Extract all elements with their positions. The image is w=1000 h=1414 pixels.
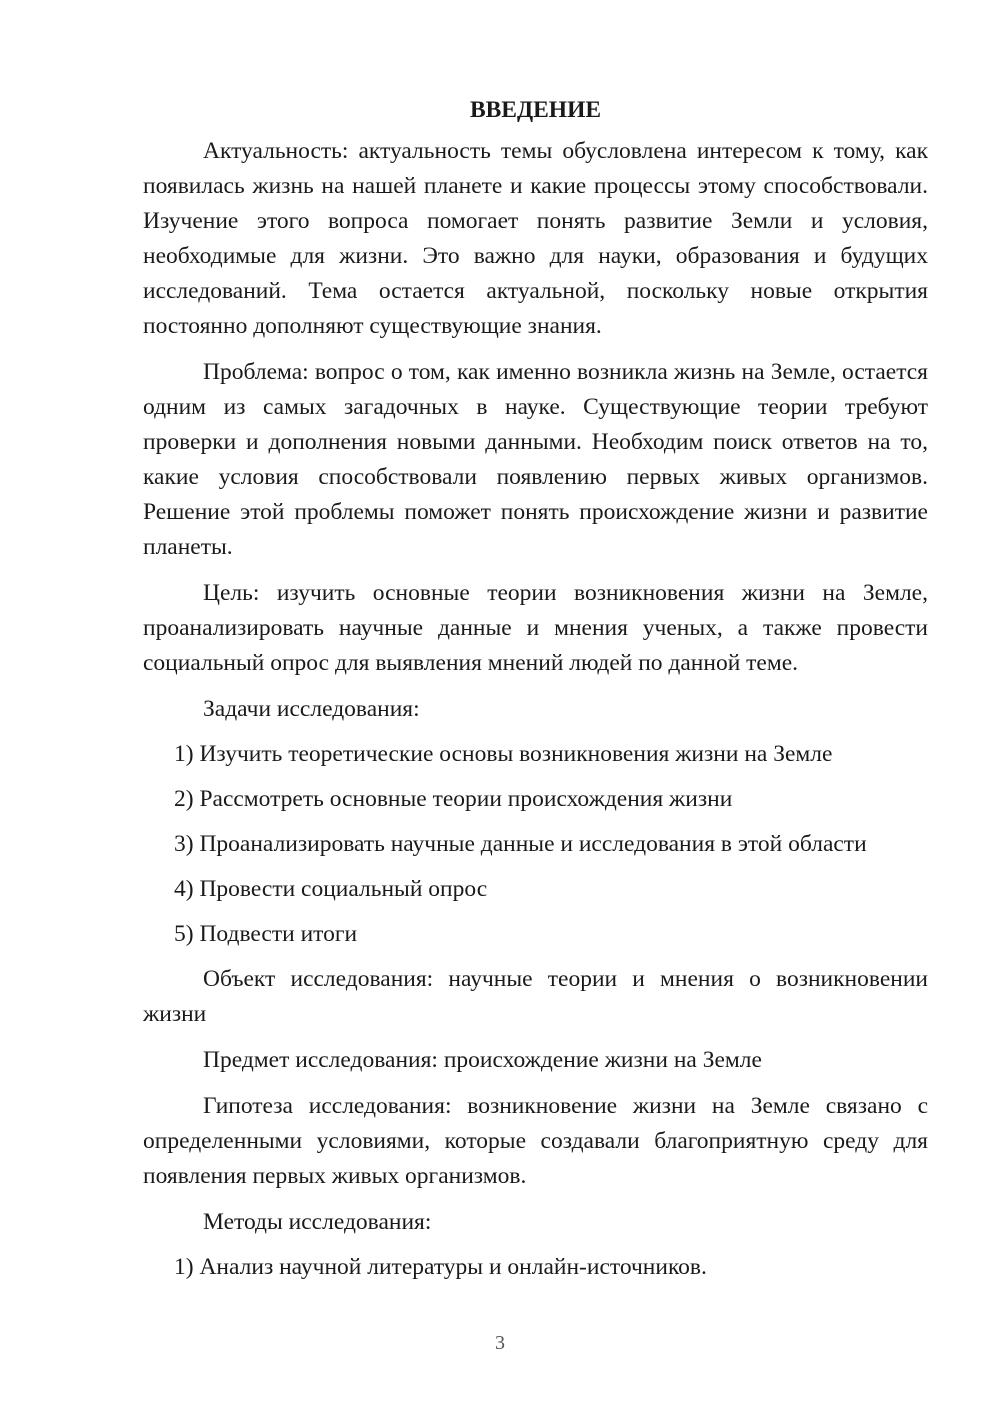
method-item-1: 1) Анализ научной литературы и онлайн-источников. (174, 1254, 707, 1280)
task-item-5: 5) Подвести итоги (174, 921, 358, 947)
task-item-3: 3) Проанализировать научные данные и исследования в этой области (174, 831, 867, 857)
tasks-label: Задачи исследования: (203, 696, 420, 722)
problem-paragraph: Проблема: вопрос о том, как именно возникла жизнь на Земле, остается одним из самых загадочных в науке. Существующие теории требуют проверки и дополнения новыми данными. Необходим поиск ответов на то, какие условия способствовали появлению первых живых организмов. Решение этой проблемы поможет понять происхождение жизни и развитие планеты. (143, 359, 928, 560)
subject-paragraph: Предмет исследования: происхождение жизни на Земле (203, 1047, 762, 1073)
methods-label: Методы исследования: (203, 1209, 432, 1235)
page-number: 3 (495, 1332, 505, 1354)
page-content (143, 93, 928, 1295)
object-paragraph: Объект исследования: научные теории и мнения о возникновении жизни (143, 966, 928, 1027)
hypothesis-paragraph: Гипотеза исследования: возникновение жизни на Земле связано с определенными условиями, которые создавали благоприятную среду для появления первых живых организмов. (143, 1093, 928, 1189)
goal-paragraph: Цель: изучить основные теории возникновения жизни на Земле, проанализировать научные данные и мнения ученых, а также провести социальный опрос для выявления мнений людей по данной теме. (143, 580, 928, 676)
task-item-2: 2) Рассмотреть основные теории происхождения жизни (174, 786, 733, 812)
section-title: ВВЕДЕНИЕ (469, 97, 602, 123)
task-item-4: 4) Провести социальный опрос (174, 876, 488, 902)
relevance-paragraph: Актуальность: актуальность темы обусловлена интересом к тому, как появилась жизнь на нашей планете и какие процессы этому способствовали. Изучение этого вопроса помогает понять развитие Земли и условия, необходимые для жизни. Это важно для науки, образования и будущих исследований. Тема остается актуальной, поскольку новые открытия постоянно дополняют существующие знания. (143, 138, 928, 339)
task-item-1: 1) Изучить теоретические основы возникновения жизни на Земле (174, 741, 833, 767)
